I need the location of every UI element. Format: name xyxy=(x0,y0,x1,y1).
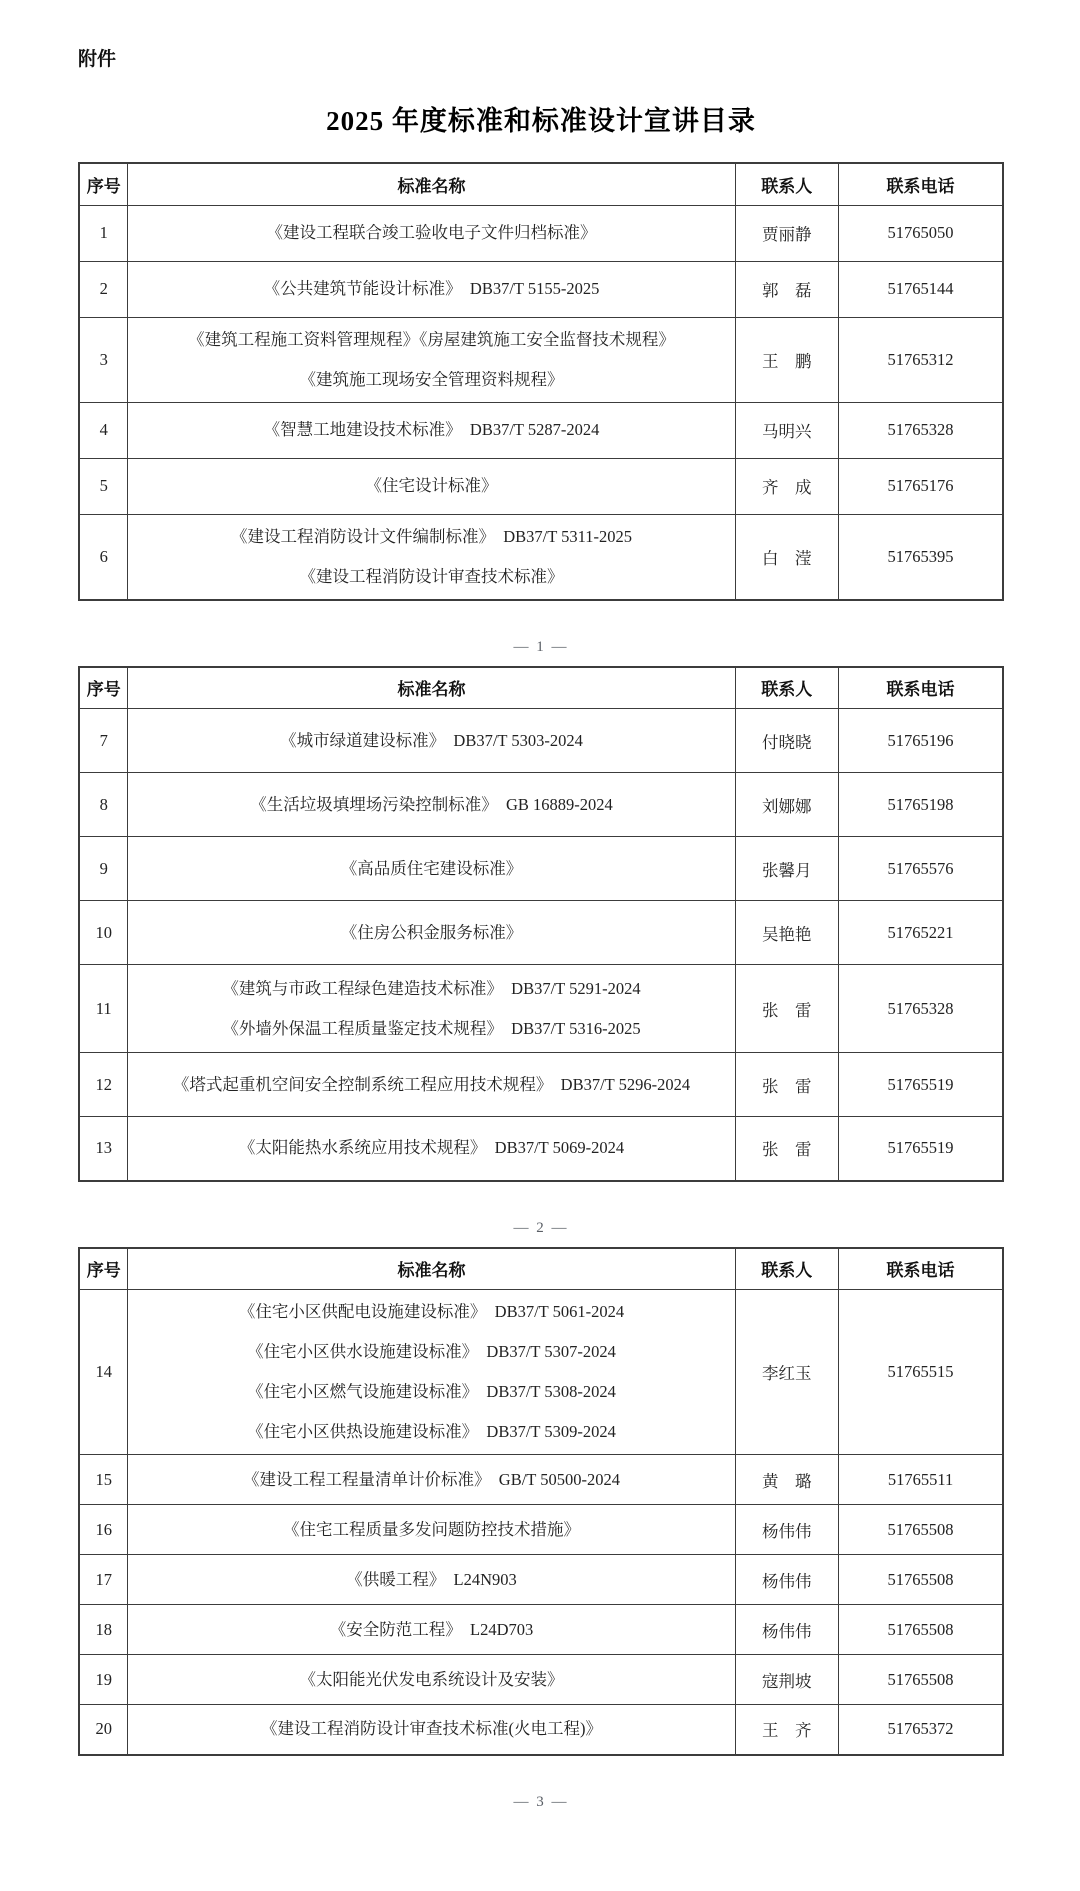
cell-standard-name xyxy=(128,1053,735,1117)
table-row xyxy=(79,965,1003,1053)
standards-table xyxy=(78,162,1004,601)
table-row xyxy=(79,901,1003,965)
header-phone: 联系电话 xyxy=(839,163,1003,205)
page-title: 2025 年度标准和标准设计宣讲目录 xyxy=(326,106,756,136)
table-row xyxy=(79,709,1003,773)
cell-standard-name xyxy=(128,1605,735,1655)
table-row xyxy=(79,1605,1003,1655)
cell-no: 16 xyxy=(79,1505,128,1555)
cell-no: 7 xyxy=(79,709,128,773)
cell-contact: 张 雷 xyxy=(735,965,838,1053)
cell-no: 12 xyxy=(79,1053,128,1117)
standard-name-line: 《建设工程工程量清单计价标准》 GB/T 50500-2024 xyxy=(243,1469,620,1489)
cell-contact: 王 齐 xyxy=(735,1705,838,1755)
cell-standard-name xyxy=(128,1505,735,1555)
cell-no: 3 xyxy=(79,317,128,402)
cell-phone: 51765519 xyxy=(839,1053,1003,1117)
cell-contact: 张馨月 xyxy=(735,837,838,901)
cell-standard-name xyxy=(128,205,735,261)
standard-name-line: 《建筑与市政工程绿色建造技术标准》 DB37/T 5291-2024 xyxy=(222,978,641,998)
table-row xyxy=(79,261,1003,317)
cell-standard-name xyxy=(128,261,735,317)
cell-standard-name xyxy=(128,1290,735,1455)
cell-contact: 杨伟伟 xyxy=(735,1605,838,1655)
table-row xyxy=(79,205,1003,261)
cell-standard-name xyxy=(128,901,735,965)
cell-phone: 51765050 xyxy=(839,205,1003,261)
table-row xyxy=(79,1505,1003,1555)
cell-contact: 贾丽静 xyxy=(735,205,838,261)
standard-name-line: 《塔式起重机空间安全控制系统工程应用技术规程》 DB37/T 5296-2024 xyxy=(172,1074,691,1094)
cell-contact: 张 雷 xyxy=(735,1117,838,1181)
cell-standard-name xyxy=(128,709,735,773)
standard-name-line: 《太阳能光伏发电系统设计及安装》 xyxy=(299,1669,564,1689)
cell-standard-name xyxy=(128,317,735,402)
header-name: 标准名称 xyxy=(128,667,735,709)
table-sections xyxy=(78,162,1004,1811)
cell-phone: 51765196 xyxy=(839,709,1003,773)
cell-contact: 李红玉 xyxy=(735,1290,838,1455)
cell-standard-name xyxy=(128,514,735,600)
cell-no: 17 xyxy=(79,1555,128,1605)
header-row xyxy=(79,163,1003,205)
cell-no: 5 xyxy=(79,458,128,514)
standard-name-line: 《住宅小区供水设施建设标准》 DB37/T 5307-2024 xyxy=(247,1342,616,1361)
standard-name-line: 《住宅小区供配电设施建设标准》 DB37/T 5061-2024 xyxy=(238,1302,625,1321)
standard-name-line: 《住房公积金服务标准》 xyxy=(340,922,523,942)
cell-standard-name xyxy=(128,965,735,1053)
page-number-marker: — 3 — xyxy=(513,1793,569,1810)
header-contact: 联系人 xyxy=(735,667,838,709)
header-contact: 联系人 xyxy=(735,1248,838,1290)
table-row xyxy=(79,1555,1003,1605)
cell-phone: 51765395 xyxy=(839,514,1003,600)
table-row xyxy=(79,1655,1003,1705)
cell-phone: 51765144 xyxy=(839,261,1003,317)
cell-contact: 杨伟伟 xyxy=(735,1555,838,1605)
header-no: 序号 xyxy=(79,667,128,709)
standard-name-line: 《外墙外保温工程质量鉴定技术规程》 DB37/T 5316-2025 xyxy=(222,1018,641,1038)
table-row xyxy=(79,1053,1003,1117)
cell-standard-name xyxy=(128,1117,735,1181)
header-row xyxy=(79,1248,1003,1290)
header-no: 序号 xyxy=(79,1248,128,1290)
standard-name-line: 《建设工程消防设计审查技术标准》 xyxy=(299,566,564,586)
cell-no: 9 xyxy=(79,837,128,901)
standard-name-line: 《太阳能热水系统应用技术规程》 DB37/T 5069-2024 xyxy=(238,1138,625,1158)
cell-phone: 51765511 xyxy=(839,1455,1003,1505)
cell-phone: 51765221 xyxy=(839,901,1003,965)
cell-no: 8 xyxy=(79,773,128,837)
cell-phone: 51765515 xyxy=(839,1290,1003,1455)
cell-phone: 51765508 xyxy=(839,1605,1003,1655)
cell-contact: 白 滢 xyxy=(735,514,838,600)
standard-name-line: 《住宅设计标准》 xyxy=(365,476,498,495)
cell-phone: 51765508 xyxy=(839,1505,1003,1555)
cell-contact: 王 鹏 xyxy=(735,317,838,402)
cell-phone: 51765328 xyxy=(839,965,1003,1053)
standard-name-line: 《公共建筑节能设计标准》 DB37/T 5155-2025 xyxy=(263,279,600,298)
page-number-marker: — 1 — xyxy=(513,638,569,655)
table-section xyxy=(78,666,1004,1237)
cell-no: 19 xyxy=(79,1655,128,1705)
table-row xyxy=(79,402,1003,458)
standard-name-line: 《住宅小区燃气设施建设标准》 DB37/T 5308-2024 xyxy=(247,1382,616,1401)
table-row xyxy=(79,1455,1003,1505)
cell-phone: 51765508 xyxy=(839,1655,1003,1705)
header-name: 标准名称 xyxy=(128,1248,735,1290)
attachment-label: 附件 xyxy=(78,49,117,70)
standards-table xyxy=(78,666,1004,1182)
standard-name-line: 《住宅小区供热设施建设标准》 DB37/T 5309-2024 xyxy=(247,1422,616,1441)
header-phone: 联系电话 xyxy=(839,667,1003,709)
table-row xyxy=(79,837,1003,901)
standard-name-line: 《城市绿道建设标准》 DB37/T 5303-2024 xyxy=(280,730,583,750)
table-section xyxy=(78,162,1004,656)
header-phone: 联系电话 xyxy=(839,1248,1003,1290)
cell-contact: 黄 璐 xyxy=(735,1455,838,1505)
header-no: 序号 xyxy=(79,163,128,205)
cell-no: 20 xyxy=(79,1705,128,1755)
cell-phone: 51765176 xyxy=(839,458,1003,514)
cell-phone: 51765328 xyxy=(839,402,1003,458)
cell-phone: 51765508 xyxy=(839,1555,1003,1605)
table-row xyxy=(79,1705,1003,1755)
cell-standard-name xyxy=(128,402,735,458)
cell-phone: 51765372 xyxy=(839,1705,1003,1755)
cell-standard-name xyxy=(128,773,735,837)
cell-contact: 郭 磊 xyxy=(735,261,838,317)
cell-phone: 51765519 xyxy=(839,1117,1003,1181)
cell-phone: 51765576 xyxy=(839,837,1003,901)
table-row xyxy=(79,1117,1003,1181)
cell-contact: 张 雷 xyxy=(735,1053,838,1117)
cell-no: 4 xyxy=(79,402,128,458)
standard-name-line: 《供暖工程》 L24N903 xyxy=(346,1569,517,1589)
table-row xyxy=(79,773,1003,837)
table-row xyxy=(79,1290,1003,1455)
header-name: 标准名称 xyxy=(128,163,735,205)
cell-contact: 马明兴 xyxy=(735,402,838,458)
cell-contact: 吴艳艳 xyxy=(735,901,838,965)
table-row xyxy=(79,317,1003,402)
cell-contact: 齐 成 xyxy=(735,458,838,514)
cell-no: 1 xyxy=(79,205,128,261)
header-contact: 联系人 xyxy=(735,163,838,205)
cell-standard-name xyxy=(128,837,735,901)
cell-standard-name xyxy=(128,458,735,514)
cell-no: 11 xyxy=(79,965,128,1053)
standard-name-line: 《建筑工程施工资料管理规程》《房屋建筑施工安全监督技术规程》 xyxy=(188,329,675,349)
cell-no: 18 xyxy=(79,1605,128,1655)
cell-phone: 51765198 xyxy=(839,773,1003,837)
cell-no: 13 xyxy=(79,1117,128,1181)
standard-name-line: 《高品质住宅建设标准》 xyxy=(340,858,523,878)
cell-no: 14 xyxy=(79,1290,128,1455)
cell-no: 6 xyxy=(79,514,128,600)
cell-standard-name xyxy=(128,1455,735,1505)
table-row xyxy=(79,458,1003,514)
table-section xyxy=(78,1247,1004,1811)
standard-name-line: 《建设工程消防设计审查技术标准(火电工程)》 xyxy=(261,1719,602,1739)
cell-contact: 付晓晓 xyxy=(735,709,838,773)
cell-standard-name xyxy=(128,1555,735,1605)
cell-phone: 51765312 xyxy=(839,317,1003,402)
cell-no: 2 xyxy=(79,261,128,317)
cell-contact: 寇荆坡 xyxy=(735,1655,838,1705)
cell-no: 15 xyxy=(79,1455,128,1505)
cell-contact: 杨伟伟 xyxy=(735,1505,838,1555)
standard-name-line: 《建设工程消防设计文件编制标准》 DB37/T 5311-2025 xyxy=(230,526,633,546)
standard-name-line: 《住宅工程质量多发问题防控技术措施》 xyxy=(283,1519,580,1539)
page-number-marker: — 2 — xyxy=(513,1219,569,1236)
cell-standard-name xyxy=(128,1655,735,1705)
standard-name-line: 《智慧工地建设技术标准》 DB37/T 5287-2024 xyxy=(263,420,600,439)
cell-standard-name xyxy=(128,1705,735,1755)
cell-no: 10 xyxy=(79,901,128,965)
header-row xyxy=(79,667,1003,709)
standard-name-line: 《建设工程联合竣工验收电子文件归档标准》 xyxy=(266,223,597,242)
standard-name-line: 《建筑施工现场安全管理资料规程》 xyxy=(299,369,564,389)
table-row xyxy=(79,514,1003,600)
standard-name-line: 《安全防范工程》 L24D703 xyxy=(329,1619,534,1639)
standard-name-line: 《生活垃圾填埋场污染控制标准》 GB 16889-2024 xyxy=(250,794,613,814)
cell-contact: 刘娜娜 xyxy=(735,773,838,837)
standards-table xyxy=(78,1247,1004,1756)
